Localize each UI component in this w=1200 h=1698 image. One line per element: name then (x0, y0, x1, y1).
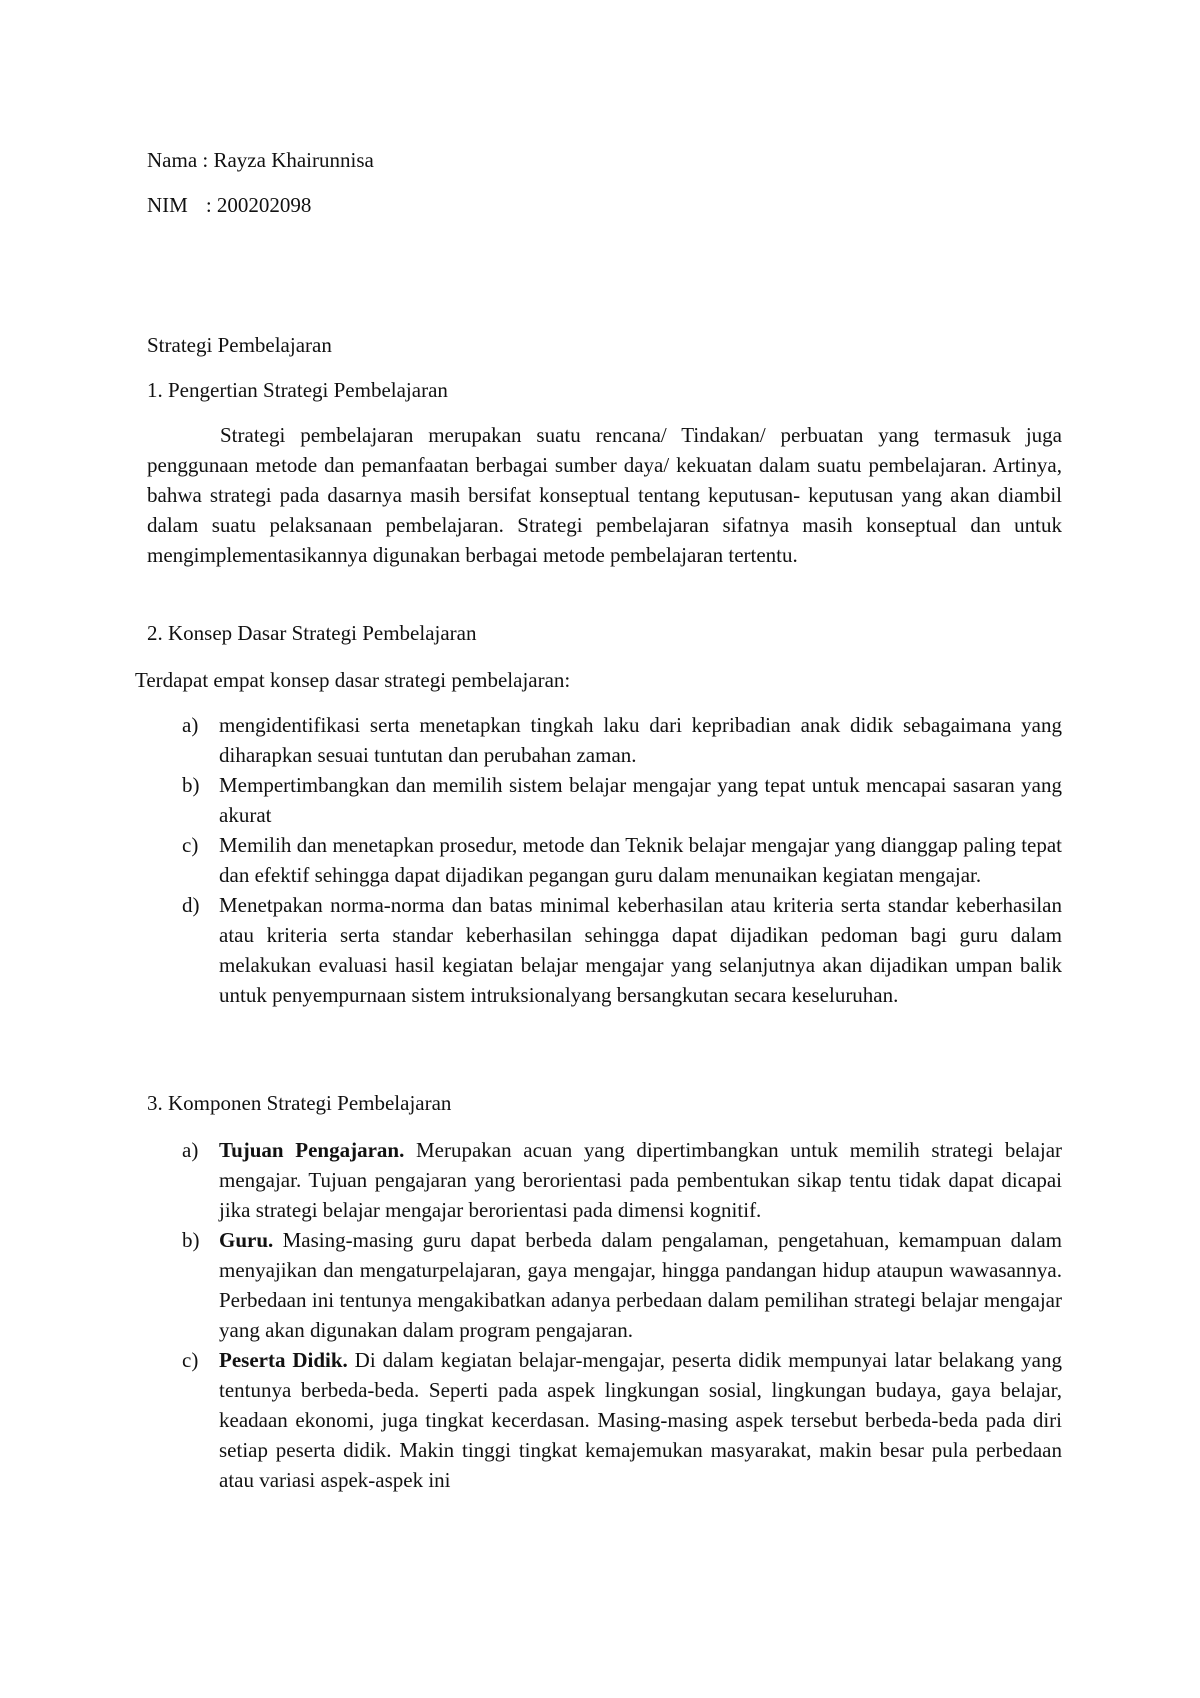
list-marker: c) (182, 1348, 199, 1372)
nim-label: NIM (147, 193, 188, 217)
list-marker: c) (182, 833, 199, 857)
list-item (147, 1135, 1062, 1225)
list-item (147, 770, 1062, 830)
list-item-text: Masing-masing guru dapat berbeda dalam pengalaman, pengetahuan, kemampuan dalam menyajikan dan mengaturpelajaran, gaya mengajar, hingga pandangan hidup ataupun wawasannya. Perbedaan ini tentunya mengakibatkan adanya perbedaan dalam pemilihan strategi belajar mengajar yang akan digunakan dalam program pengajaran. (219, 1228, 1062, 1342)
section-1-heading: 1. Pengertian Strategi Pembelajaran (147, 378, 448, 402)
nim-value: : 200202098 (205, 193, 312, 217)
section-2-list (147, 710, 1062, 1010)
section-1-paragraph: Strategi pembelajaran merupakan suatu rencana/ Tindakan/ perbuatan yang termasuk juga penggunaan metode dan pemanfaatan berbagai sumber daya/ kekuatan dalam suatu pembelajaran. Artinya, bahwa strategi pada dasarnya masih bersifat konseptual tentang keputusan- keputusan yang akan diambil dalam suatu pelaksanaan pembelajaran. Strategi pembelajaran sifatnya masih konseptual dan untuk mengimplementasikannya digunakan berbagai metode pembelajaran tertentu. (147, 423, 1062, 567)
student-nim-line (147, 190, 311, 220)
list-item-text: Menetpakan norma-norma dan batas minimal keberhasilan atau kriteria serta standar keberhasilan atau kriteria serta standar keberhasilan sehingga dapat dijadikan pedoman bagi guru dalam melakukan evaluasi hasil kegiatan belajar mengajar yang selanjutnya akan dijadikan umpan balik untuk penyempurnaan sistem intruksionalyang bersangkutan secara keseluruhan. (219, 893, 1062, 1007)
list-marker: a) (182, 1138, 199, 1162)
list-item-text: mengidentifikasi serta menetapkan tingkah laku dari kepribadian anak didik sebagaimana yang diharapkan sesuai tuntutan dan perubahan zaman. (219, 713, 1062, 767)
list-item (147, 1345, 1062, 1495)
document-title: Strategi Pembelajaran (147, 333, 332, 357)
list-item (147, 1225, 1062, 1345)
list-marker: d) (182, 893, 200, 917)
list-item-term: Peserta Didik. (219, 1348, 348, 1372)
student-name-line: Nama : Rayza Khairunnisa (147, 148, 374, 172)
list-item-term: Guru. (219, 1228, 274, 1252)
list-marker: a) (182, 713, 199, 737)
list-item-text: Mempertimbangkan dan memilih sistem belajar mengajar yang tepat untuk mencapai sasaran yang akurat (219, 773, 1062, 827)
section-2-heading: 2. Konsep Dasar Strategi Pembelajaran (147, 621, 477, 645)
list-item (147, 830, 1062, 890)
list-marker: b) (182, 773, 200, 797)
list-marker: b) (182, 1228, 200, 1252)
list-item (147, 710, 1062, 770)
section-3-list (147, 1135, 1062, 1495)
list-item-term: Tujuan Pengajaran. (219, 1138, 405, 1162)
section-2-intro: Terdapat empat konsep dasar strategi pembelajaran: (135, 668, 571, 692)
list-item-text: Merupakan acuan yang dipertimbangkan untuk memilih strategi belajar mengajar. Tujuan pengajaran yang berorientasi pada pembentukan sikap tentu tidak dapat dicapai jika strategi belajar mengajar berorientasi pada dimensi kognitif. (219, 1138, 1063, 1222)
section-3-heading: 3. Komponen Strategi Pembelajaran (147, 1091, 452, 1115)
list-item-text: Memilih dan menetapkan prosedur, metode dan Teknik belajar mengajar yang dianggap paling tepat dan efektif sehingga dapat dijadikan pegangan guru dalam menunaikan kegiatan mengajar. (219, 833, 1062, 887)
list-item (147, 890, 1062, 1010)
list-item-text: Di dalam kegiatan belajar-mengajar, peserta didik mempunyai latar belakang yang tentunya berbeda-beda. Seperti pada aspek lingkungan sosial, lingkungan budaya, gaya belajar, keadaan ekonomi, juga tingkat kecerdasan. Masing-masing aspek tersebut berbeda-beda pada diri setiap peserta didik. Makin tinggi tingkat kemajemukan masyarakat, makin besar pula perbedaan atau variasi aspek-aspek ini (219, 1348, 1063, 1492)
